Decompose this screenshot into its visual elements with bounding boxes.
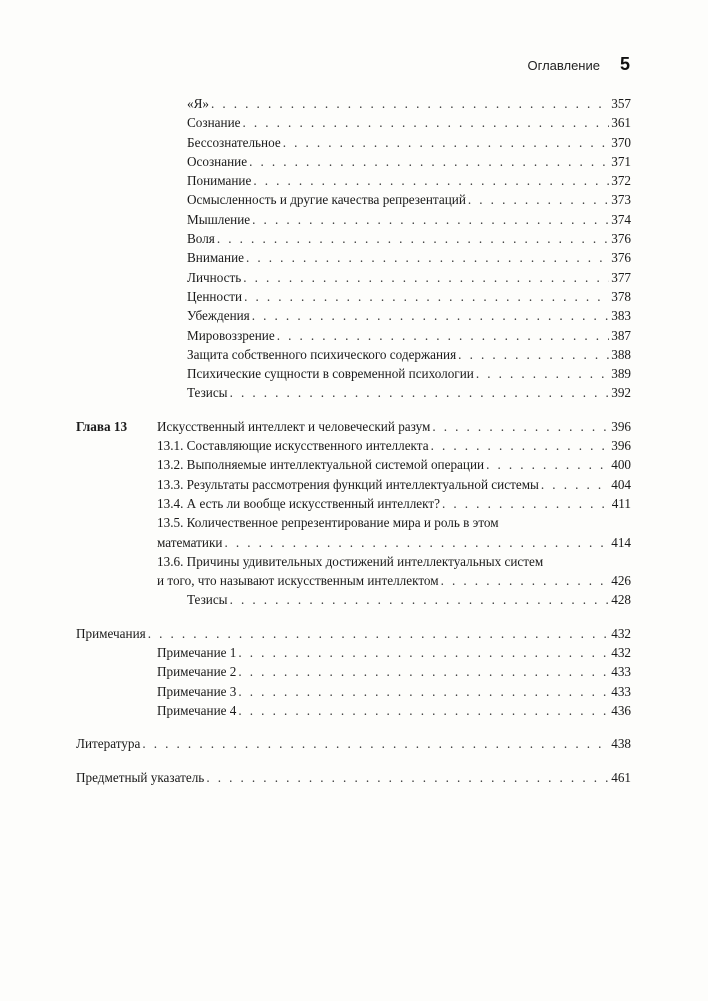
toc-entry[interactable]: Личность . . . 377 — [76, 270, 631, 289]
toc-literature[interactable]: Литература . . . 438 — [76, 736, 631, 755]
toc-entry[interactable]: Психические сущности в современной психологии . . . 389 — [76, 366, 631, 385]
toc-entry[interactable]: Примечание 3 . . . 433 — [76, 684, 631, 703]
toc-entry[interactable]: Осознание . . . 371 — [76, 154, 631, 173]
page-number: 5 — [619, 54, 630, 74]
toc-entry-13-6-line2[interactable]: и того, что называют искусственным интеллектом . . . 426 — [76, 573, 631, 592]
toc-entry[interactable]: Защита собственного психического содержания . . . 388 — [76, 347, 631, 366]
toc-entry[interactable]: Внимание . . . 376 — [76, 250, 631, 269]
toc-entry[interactable]: Сознание . . . 361 — [76, 115, 631, 134]
toc-entry[interactable]: Мировоззрение . . . 387 — [76, 328, 631, 347]
toc-entry-13-5-line2[interactable]: математики . . . 414 — [76, 535, 631, 554]
toc-entry-13-6-line1[interactable]: 13.6. Причины удивительных достижений интеллектуальных систем — [157, 553, 544, 569]
toc-entry-theses[interactable]: Тезисы . . . 428 — [76, 592, 631, 611]
toc-entry[interactable]: Ценности . . . 378 — [76, 289, 631, 308]
toc-entry[interactable]: Воля . . . 376 — [76, 231, 631, 250]
toc-entry[interactable]: Убеждения . . . 383 — [76, 308, 631, 327]
toc-entry[interactable]: 13.1. Составляющие искусственного интеллекта . . . 396 — [76, 438, 631, 457]
toc-notes[interactable]: Примечания . . . 432 — [76, 626, 631, 645]
table-of-contents — [76, 96, 631, 789]
chapter-label: Глава 13 — [76, 418, 128, 434]
toc-entry[interactable]: Бессознательное . . . 370 — [76, 135, 631, 154]
toc-entry[interactable]: 13.3. Результаты рассмотрения функций интеллектуальной системы . . . 404 — [76, 477, 631, 496]
running-header — [528, 54, 631, 75]
toc-chapter-13[interactable]: Глава 13 Искусственный интеллект и человеческий разум . . . 396 — [76, 419, 631, 438]
running-header-section: Оглавление — [527, 58, 600, 73]
toc-entry[interactable]: Примечание 2 . . . 433 — [76, 664, 631, 683]
toc-entry[interactable]: 13.2. Выполняемые интеллектуальной системой операции . . . 400 — [76, 457, 631, 476]
toc-entry[interactable]: 13.4. А есть ли вообще искусственный интеллект? . . . 411 — [76, 496, 631, 515]
toc-index[interactable]: Предметный указатель . . . 461 — [76, 770, 631, 789]
toc-entry[interactable]: Мышление . . . 374 — [76, 212, 631, 231]
toc-entry[interactable]: Примечание 4 . . . 436 — [76, 703, 631, 722]
toc-entry[interactable]: «Я» . . . 357 — [76, 96, 631, 115]
toc-entry[interactable]: Осмысленность и другие качества репрезентаций . . . 373 — [76, 192, 631, 211]
toc-entry[interactable]: Примечание 1 . . . 432 — [76, 645, 631, 664]
toc-entry[interactable]: Понимание . . . 372 — [76, 173, 631, 192]
toc-entry-13-5-line1[interactable]: 13.5. Количественное репрезентирование мира и роль в этом — [157, 515, 499, 531]
toc-entry[interactable]: Тезисы . . . 392 — [76, 385, 631, 404]
